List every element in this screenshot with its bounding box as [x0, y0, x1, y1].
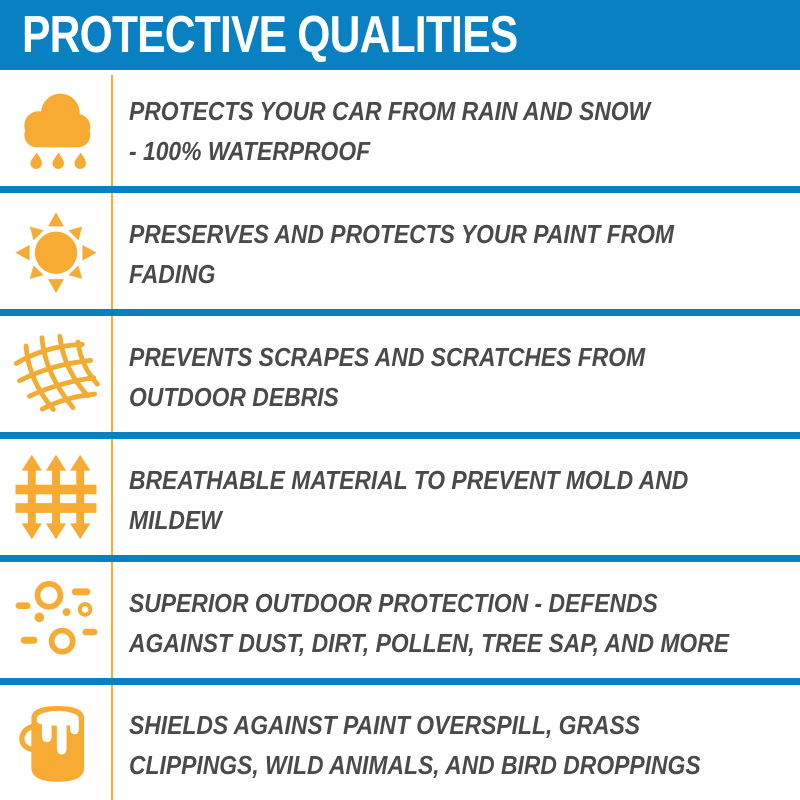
net-icon [0, 316, 112, 432]
list-item-outdoor-protection [0, 562, 800, 685]
list-item-breathable [0, 439, 800, 562]
list-item-text [112, 193, 800, 309]
rain-cloud-icon [0, 70, 112, 186]
item-text-line: PROTECTS YOUR CAR FROM RAIN AND SNOW [129, 95, 651, 126]
item-text-line: MILDEW [129, 504, 222, 535]
list-item-text [112, 70, 800, 186]
item-text-line: PREVENTS SCRAPES AND SCRATCHES FROM [129, 341, 646, 372]
item-text-line: SHIELDS AGAINST PAINT OVERSPILL, GRASS [129, 710, 641, 740]
item-text-line: - 100% WATERPROOF [129, 135, 371, 166]
list-item-scratch-protection [0, 316, 800, 439]
item-text-line: BREATHABLE MATERIAL TO PREVENT MOLD AND [129, 464, 689, 495]
list-item-text [112, 562, 800, 678]
item-text-line: CLIPPINGS, WILD ANIMALS, AND BIRD DROPPINGS [129, 750, 701, 780]
list-item-shield [0, 685, 800, 800]
page-title: PROTECTIVE QUALITIES [22, 6, 518, 64]
item-text-line: AGAINST DUST, DIRT, POLLEN, TREE SAP, AND MORE [129, 627, 730, 658]
sun-icon [0, 193, 112, 309]
dust-particles-icon [0, 562, 112, 678]
item-text-line: SUPERIOR OUTDOOR PROTECTION - DEFENDS [129, 587, 658, 618]
list-item-waterproof [0, 70, 800, 193]
paint-bucket-icon [0, 685, 112, 800]
item-text-line: FADING [129, 258, 216, 289]
breathable-arrows-icon [0, 439, 112, 555]
item-text-line: OUTDOOR DEBRIS [129, 381, 339, 412]
list-item-text [112, 685, 800, 800]
qualities-list [0, 70, 800, 800]
item-text-line: PRESERVES AND PROTECTS YOUR PAINT FROM [129, 218, 674, 249]
list-item-text [112, 316, 800, 432]
list-item-text [112, 439, 800, 555]
list-item-fade-protection [0, 193, 800, 316]
page-title-bar [0, 0, 800, 70]
